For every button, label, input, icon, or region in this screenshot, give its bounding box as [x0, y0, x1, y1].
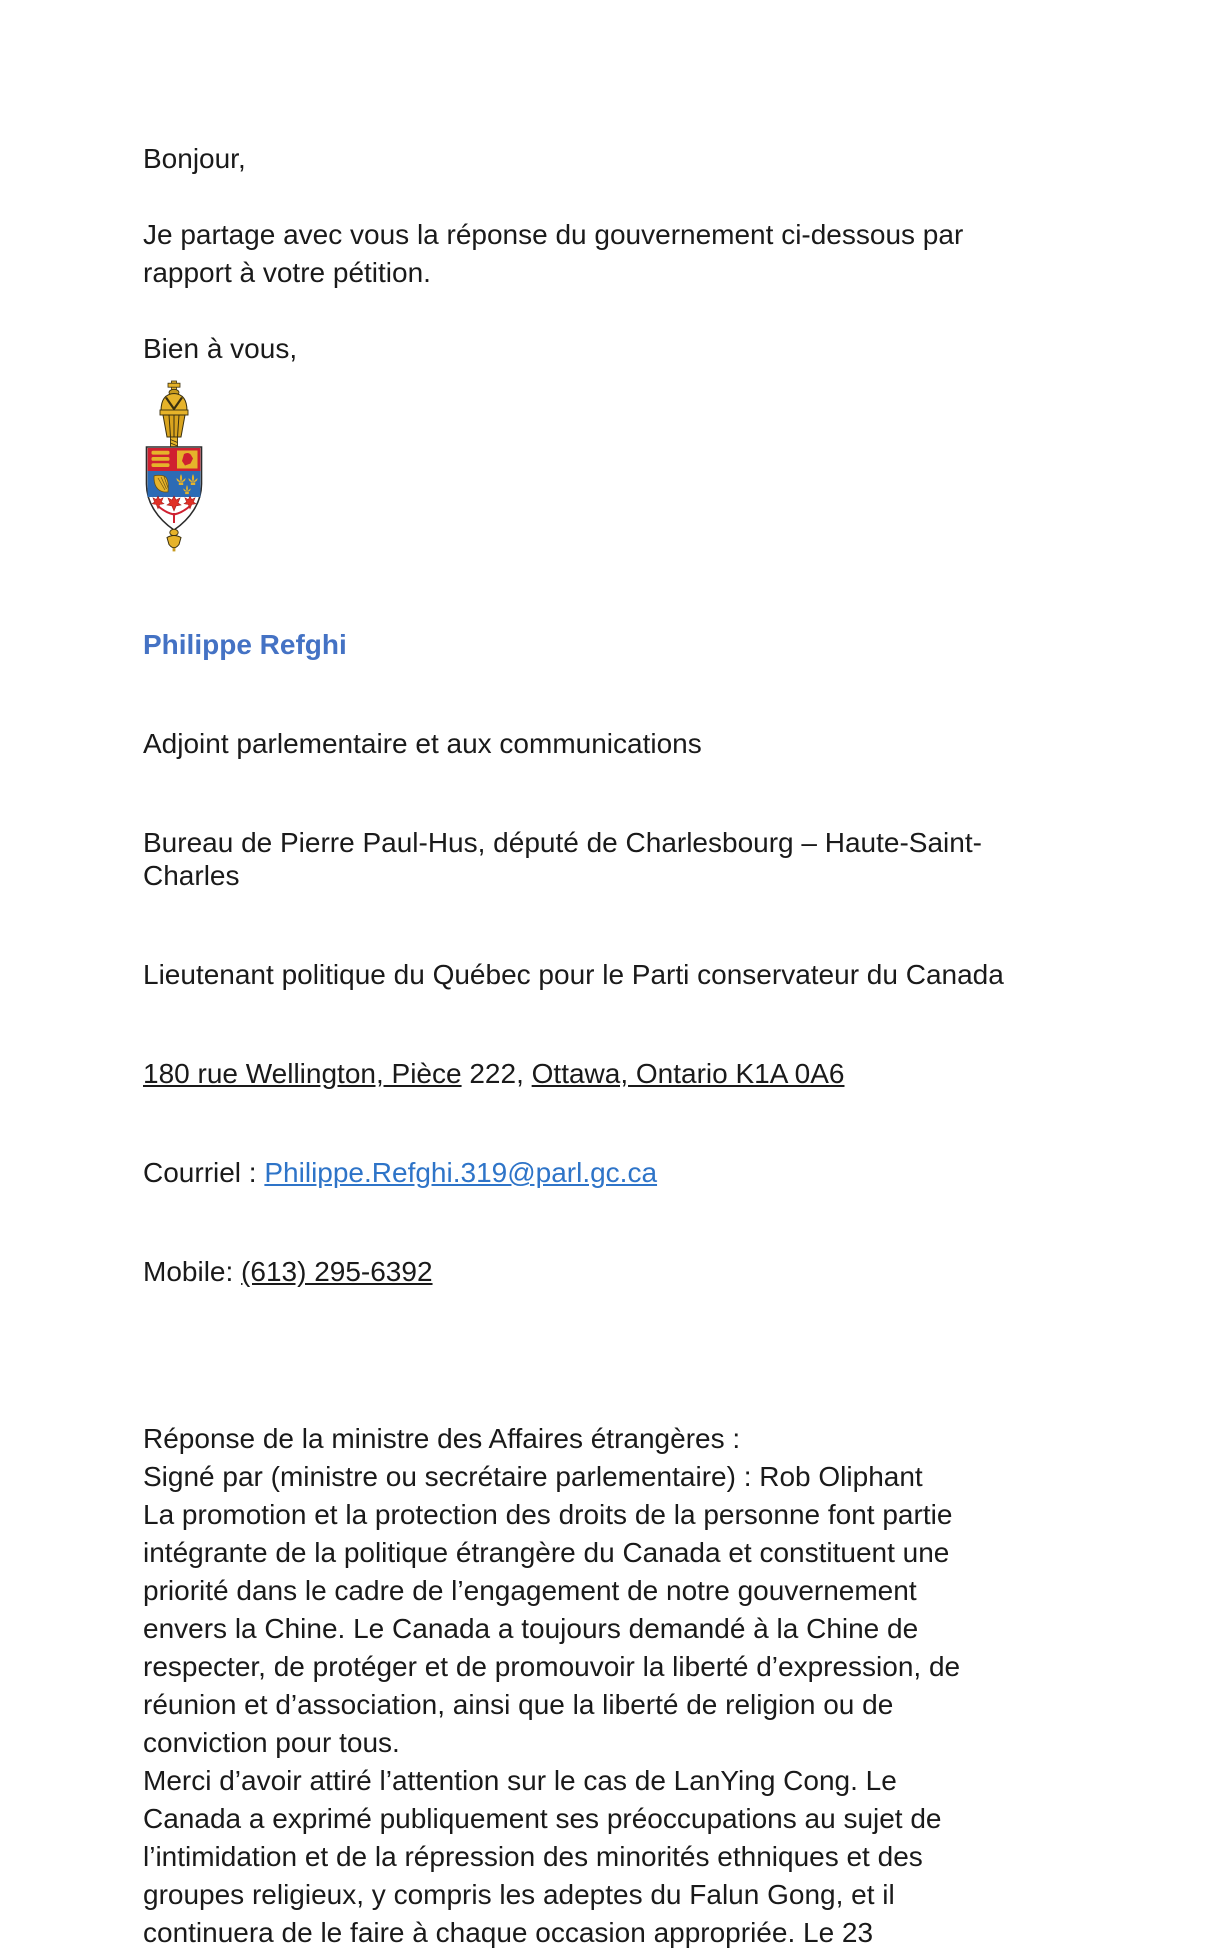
signature-office: Bureau de Pierre Paul-Hus, député de Charlesbourg – Haute-Saint- Charles [143, 827, 982, 891]
greeting-text: Bonjour, [143, 143, 246, 174]
government-response [143, 1420, 1096, 1952]
intro-paragraph: Je partage avec vous la réponse du gouvernement ci-dessous par rapport à votre pétition. [143, 219, 964, 288]
response-paragraph-2: Merci d’avoir attiré l’attention sur le cas de LanYing Cong. Le Canada a exprimé publiquement ses préoccupations au sujet de l’intimidation et de la répression des minorités ethniques et des groupes religieux, y compris les adeptes du Falun Gong, et il continuera de le faire à chaque occasion appropriée. Le 23 [143, 1765, 942, 1948]
response-signed-by: Signé par (ministre ou secrétaire parlementaire) : Rob Oliphant [143, 1461, 923, 1492]
signature-role: Lieutenant politique du Québec pour le Parti conservateur du Canada [143, 959, 1004, 990]
email-label: Courriel : [143, 1157, 265, 1188]
signature-title: Adjoint parlementaire et aux communications [143, 728, 702, 759]
address-city: Ottawa, Ontario K1A 0A6 [531, 1058, 845, 1089]
response-heading: Réponse de la ministre des Affaires étrangères : [143, 1423, 741, 1454]
signature-block [143, 562, 1096, 1354]
address-suite: 222, [461, 1058, 532, 1089]
signature-name: Philippe Refghi [143, 629, 347, 660]
signature-mobile-line [143, 1255, 1096, 1288]
canada-coat-of-arms-icon [143, 380, 1096, 552]
signature-email-line [143, 1156, 1096, 1189]
closing-text: Bien à vous, [143, 333, 298, 364]
response-paragraph-1: La promotion et la protection des droits de la personne font partie intégrante de la politique étrangère du Canada et constituent une priorité dans le cadre de l’engagement de notre gouvernement envers la Chine. Le Canada a toujours demandé à la Chine de respecter, de protéger et de promouvoir la liberté d’expression, de réunion et d’association, ainsi que la liberté de religion ou de conviction pour tous. [143, 1499, 961, 1758]
mobile-number: (613) 295-6392 [241, 1256, 433, 1287]
mobile-label: Mobile: [143, 1256, 242, 1287]
signature-address-line [143, 1057, 1096, 1090]
address-street: 180 rue Wellington, Pièce [143, 1058, 462, 1089]
email-link[interactable]: Philippe.Refghi.319@parl.gc.ca [264, 1157, 658, 1188]
